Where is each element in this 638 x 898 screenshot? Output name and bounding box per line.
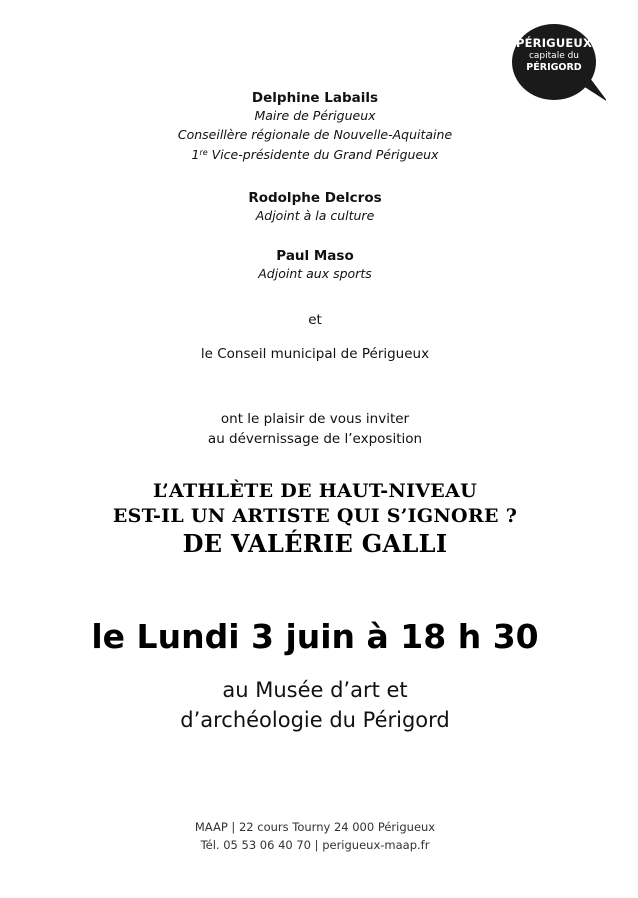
logo-text — [510, 36, 598, 73]
host-name: Rodolphe Delcros — [248, 190, 382, 206]
footer-phone-web: Tél. 05 53 06 40 70 | perigueux-maap.fr — [200, 838, 430, 852]
logo-line-tagline: capitale du — [528, 51, 580, 61]
host-role: Maire de Périgueux — [254, 108, 376, 123]
host-paul-maso — [0, 247, 630, 284]
event-venue — [0, 675, 630, 735]
council-line: le Conseil municipal de Périgueux — [200, 346, 430, 362]
footer-address: MAAP | 22 cours Tourny 24 000 Périgueux — [194, 820, 436, 834]
host-delphine-labails — [0, 89, 630, 165]
exhibition-artist: DE VALÉRIE GALLI — [182, 529, 448, 558]
exhibition-title — [0, 479, 630, 559]
host-role: Adjoint aux sports — [258, 266, 372, 281]
event-date: le Lundi 3 juin à 18 h 30 — [91, 617, 539, 656]
invitation-line: ont le plaisir de vous inviter — [220, 411, 410, 427]
host-role: Adjoint à la culture — [255, 208, 375, 223]
invitation-text — [0, 409, 630, 449]
host-role-vice-president — [0, 144, 630, 165]
footer-contact — [0, 818, 630, 854]
logo-line-city: PÉRIGUEUX — [515, 36, 593, 50]
venue-line: au Musée d’art et — [222, 678, 408, 702]
exhibition-title-line: L’ATHLÈTE DE HAUT-NIVEAU — [153, 480, 477, 502]
host-role: Conseillère régionale de Nouvelle-Aquitaine — [177, 126, 453, 142]
conjunction: et — [308, 312, 322, 328]
vice-superscript: re — [199, 148, 208, 157]
host-rodolphe-delcros — [0, 189, 630, 226]
logo-line-region: PÉRIGORD — [526, 62, 582, 73]
host-name: Paul Maso — [276, 248, 354, 264]
host-name: Delphine Labails — [251, 90, 379, 106]
invitation-line: au dévernissage de l’exposition — [207, 431, 423, 447]
vice-number: 1 — [191, 147, 200, 162]
exhibition-title-line: EST-IL UN ARTISTE QUI S’IGNORE ? — [112, 505, 518, 527]
vice-text: Vice-présidente du Grand Périgueux — [207, 147, 439, 162]
venue-line: d’archéologie du Périgord — [180, 708, 450, 732]
